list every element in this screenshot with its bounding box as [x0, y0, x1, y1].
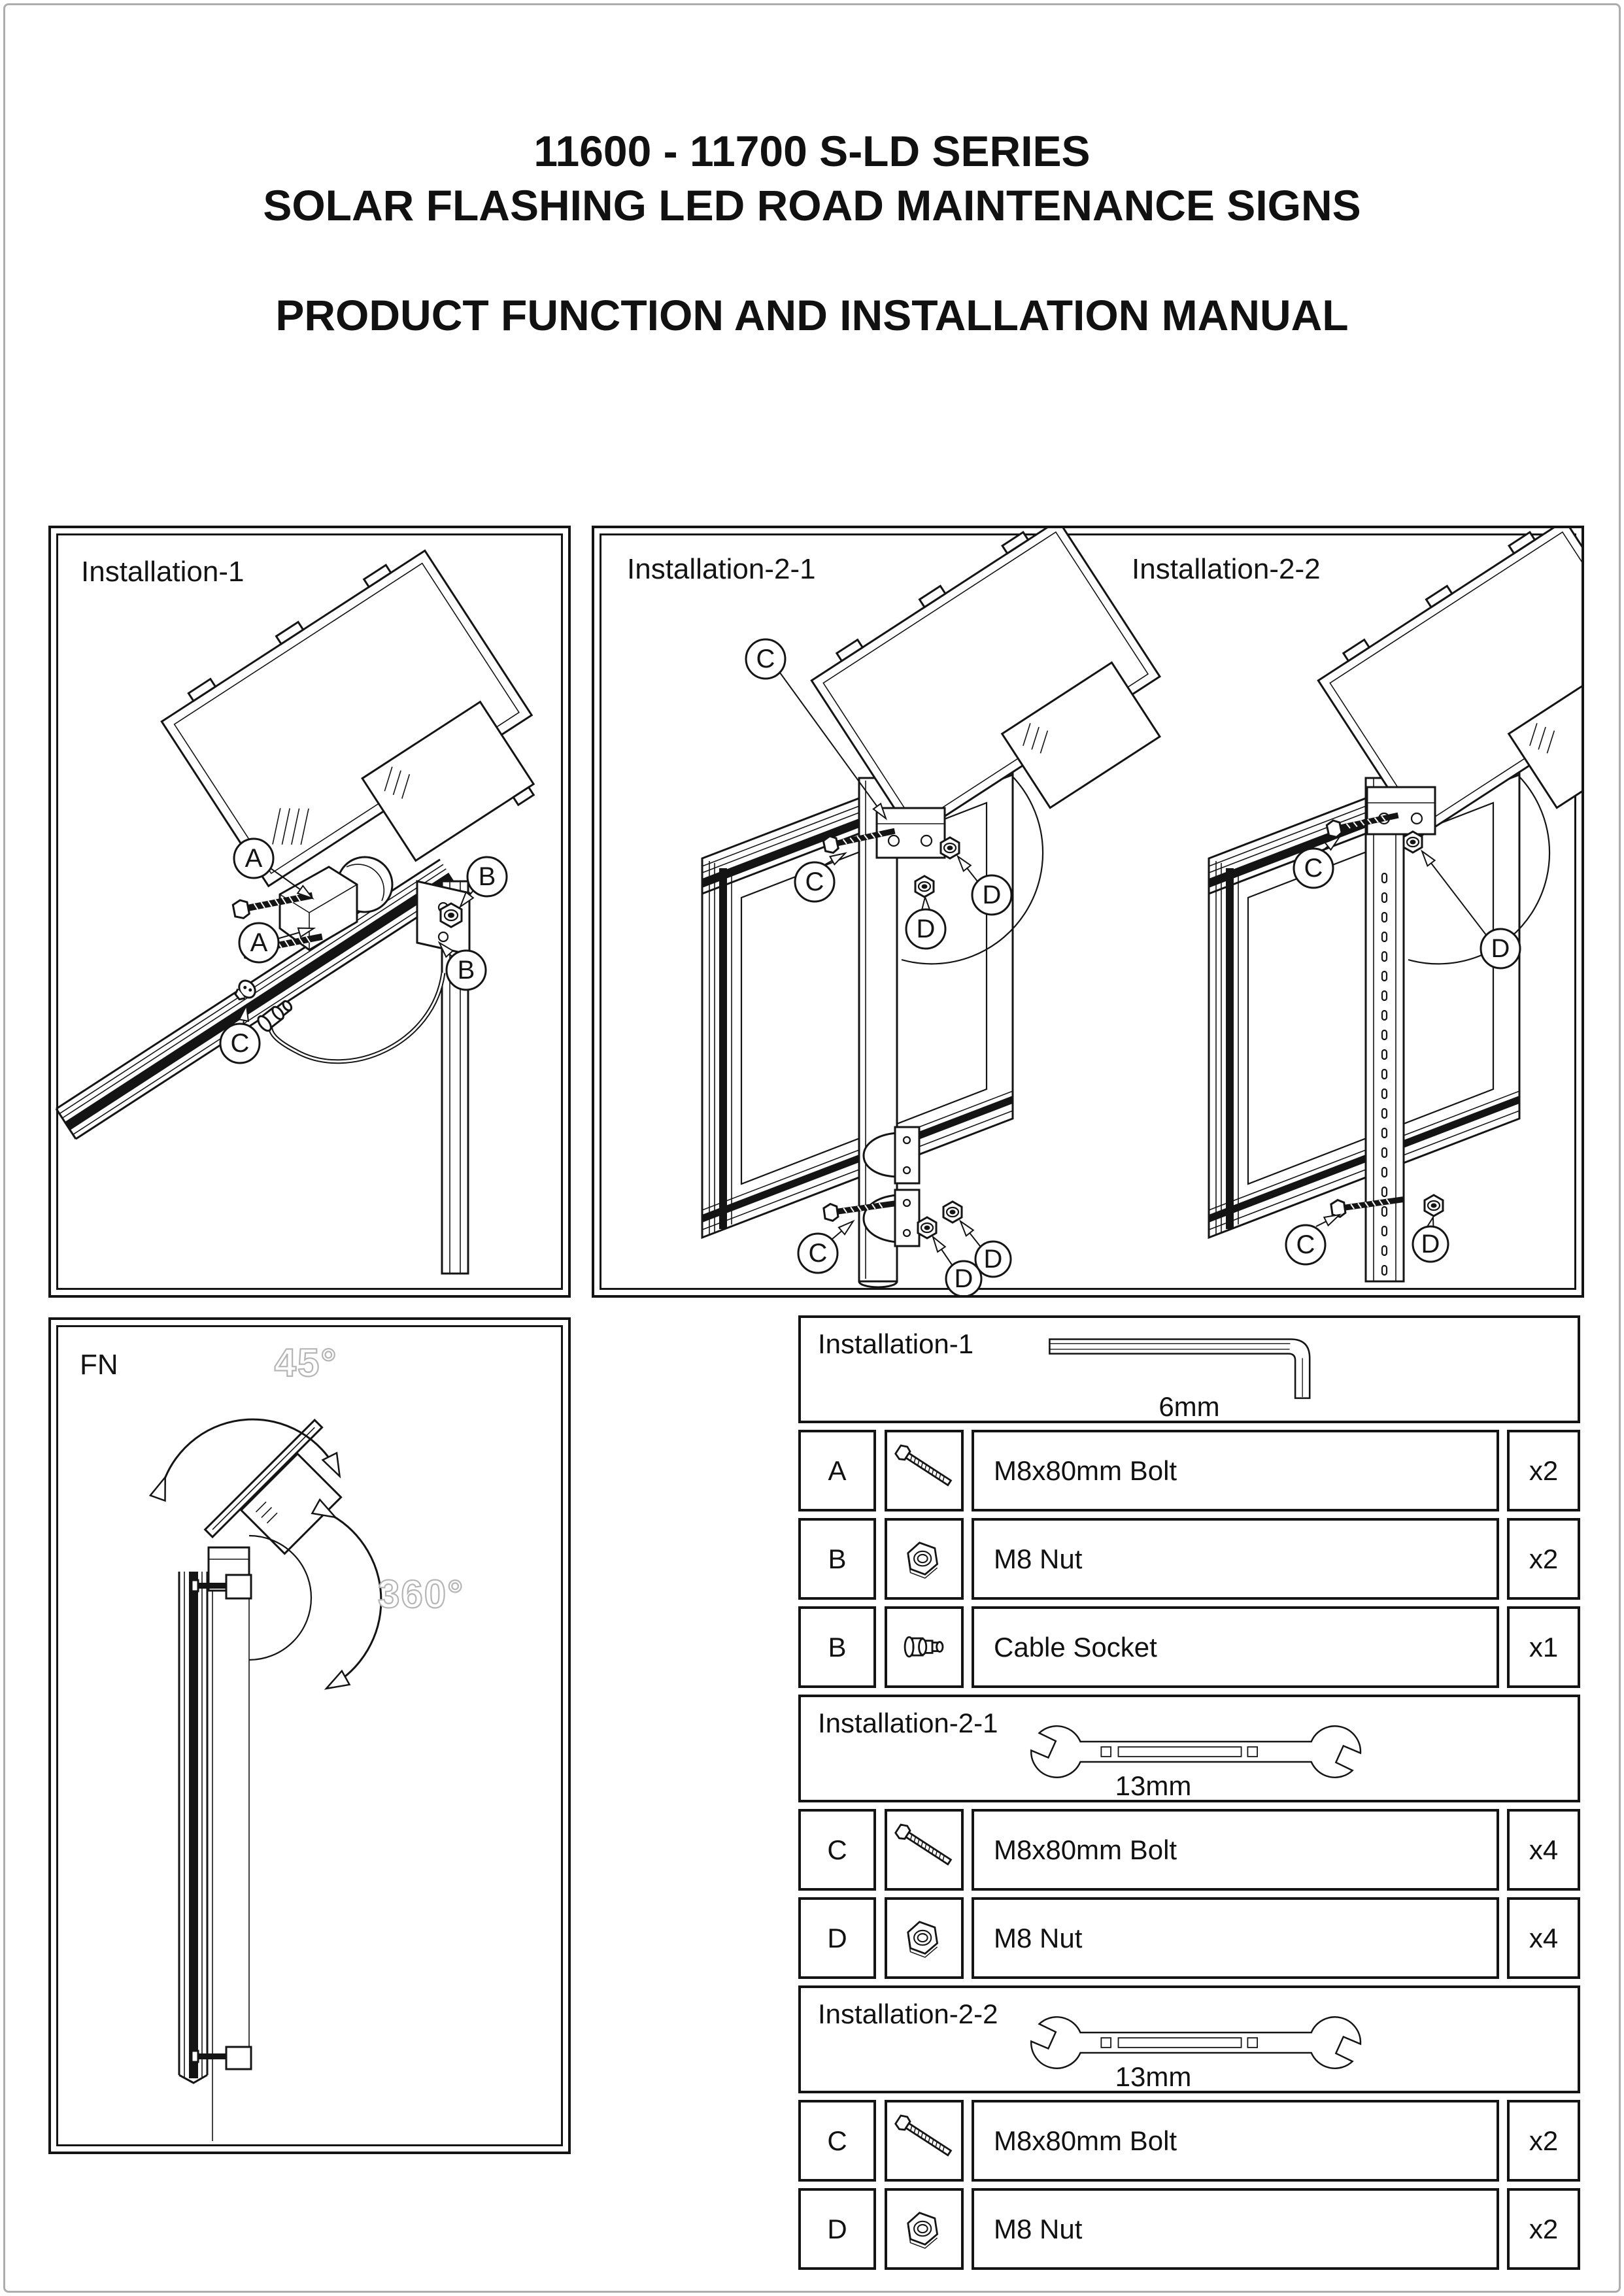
nut-d-icon [915, 876, 934, 897]
part-qty-cell: x2 [1507, 1518, 1580, 1600]
nut-d-icon [941, 837, 959, 858]
part-ref-cell: C [798, 1809, 876, 1891]
sign-top-rail [56, 860, 460, 1139]
callout-d [1413, 1217, 1448, 1262]
part-name-cell: M8x80mm Bolt [972, 2100, 1499, 2182]
parts-section-label: Installation-1 [818, 1328, 974, 1359]
diagram-box-installation-1 [48, 526, 571, 1298]
diagram-label: Installation-2-1 [627, 553, 816, 585]
tool-size-label: 6mm [1159, 1391, 1220, 1422]
parts-section-header [798, 1985, 1580, 2093]
part-qty-cell: x4 [1507, 1897, 1580, 1979]
parts-section-header [798, 1315, 1580, 1423]
bolt-icon [887, 1812, 961, 1888]
sign-rail-side [179, 1572, 207, 2083]
installation-1-drawing [51, 528, 568, 1295]
series-title: 11600 - 11700 S-LD SERIES [533, 127, 1091, 175]
rotation-arrow [331, 1515, 381, 1686]
part-ref-cell: D [798, 2188, 876, 2270]
part-qty-cell: x2 [1507, 2100, 1580, 2182]
parts-section-header [798, 1695, 1580, 1802]
part-ref-cell: D [798, 1897, 876, 1979]
rotation-angle-label: 360° [378, 1572, 465, 1616]
nut-icon [887, 1521, 961, 1597]
svg-text:D: D [1421, 1230, 1440, 1258]
nut-icon [441, 903, 462, 927]
nut-icon [887, 1900, 961, 1976]
svg-text:B: B [478, 862, 496, 891]
svg-text:C: C [808, 1239, 828, 1268]
svg-text:D: D [954, 1264, 973, 1293]
part-icon-cell [885, 1606, 964, 1688]
svg-text:C: C [1304, 854, 1323, 883]
product-title: SOLAR FLASHING LED ROAD MAINTENANCE SIGNS [263, 181, 1361, 229]
part-icon-cell [885, 1809, 964, 1891]
bolt-icon [887, 1432, 961, 1509]
part-name-cell: M8 Nut [972, 1518, 1499, 1600]
callout-d [933, 1237, 981, 1295]
diagram-label: FN [80, 1349, 118, 1381]
diagram-label: Installation-2-2 [1132, 553, 1321, 585]
part-qty-cell: x1 [1507, 1606, 1580, 1688]
bolt-icon [887, 2102, 961, 2179]
nut-d-icon [943, 1202, 962, 1223]
part-ref-cell: B [798, 1606, 876, 1688]
part-name-cell: M8 Nut [972, 1897, 1499, 1979]
part-ref-cell: B [798, 1518, 876, 1600]
part-qty-cell: x2 [1507, 2188, 1580, 2270]
svg-text:A: A [250, 928, 268, 957]
diagram-label: Installation-1 [81, 556, 245, 588]
callout-c [1286, 1215, 1340, 1264]
part-ref-cell: C [798, 2100, 876, 2182]
pivot-arc [249, 1536, 311, 1660]
tilt-angle-label: 45° [274, 1341, 338, 1385]
parts-list [798, 1315, 1580, 2270]
svg-text:C: C [1296, 1230, 1315, 1259]
svg-text:D: D [916, 915, 936, 943]
tool-size-label: 13mm [1115, 1770, 1192, 1801]
nut-d-icon [918, 1217, 936, 1238]
part-icon-cell [885, 1430, 964, 1511]
svg-text:D: D [1491, 934, 1510, 963]
svg-text:C: C [756, 645, 775, 673]
control-unit-side [241, 1454, 341, 1554]
part-name-cell: Cable Socket [972, 1606, 1499, 1688]
manual-title: PRODUCT FUNCTION AND INSTALLATION MANUAL [275, 291, 1349, 339]
sign-panel [702, 739, 1013, 1238]
part-icon-cell [885, 2100, 964, 2182]
cable-socket-icon [887, 1609, 961, 1685]
part-name-cell: M8x80mm Bolt [972, 1809, 1499, 1891]
svg-text:C: C [230, 1029, 250, 1058]
part-icon-cell [885, 2188, 964, 2270]
fn-drawing [51, 1320, 568, 2152]
rail-bracket [192, 2047, 251, 2069]
cable [270, 973, 443, 1062]
part-ref-cell: A [798, 1430, 876, 1511]
callout-c [798, 1221, 853, 1273]
nut-d-icon [1404, 832, 1422, 853]
part-qty-cell: x2 [1507, 1430, 1580, 1511]
part-qty-cell: x4 [1507, 1809, 1580, 1891]
nut-d-icon [1425, 1195, 1443, 1216]
svg-text:A: A [245, 844, 263, 873]
part-name-cell: M8 Nut [972, 2188, 1499, 2270]
parts-section-label: Installation-2-2 [818, 1999, 998, 2029]
sign-panel [1209, 739, 1519, 1238]
svg-text:D: D [983, 1245, 1003, 1274]
svg-text:B: B [457, 956, 475, 985]
installation-2-drawing [594, 528, 1582, 1295]
svg-text:D: D [982, 881, 1002, 909]
hex-key-icon [1013, 1334, 1371, 1400]
part-icon-cell [885, 1518, 964, 1600]
diagram-box-fn [48, 1317, 571, 2154]
parts-section-label: Installation-2-1 [818, 1708, 998, 1738]
part-name-cell: M8x80mm Bolt [972, 1430, 1499, 1511]
diagram-box-installation-2 [592, 526, 1584, 1298]
svg-text:C: C [805, 868, 824, 896]
nut-icon [887, 2191, 961, 2267]
tool-size-label: 13mm [1115, 2061, 1192, 2092]
part-icon-cell [885, 1897, 964, 1979]
